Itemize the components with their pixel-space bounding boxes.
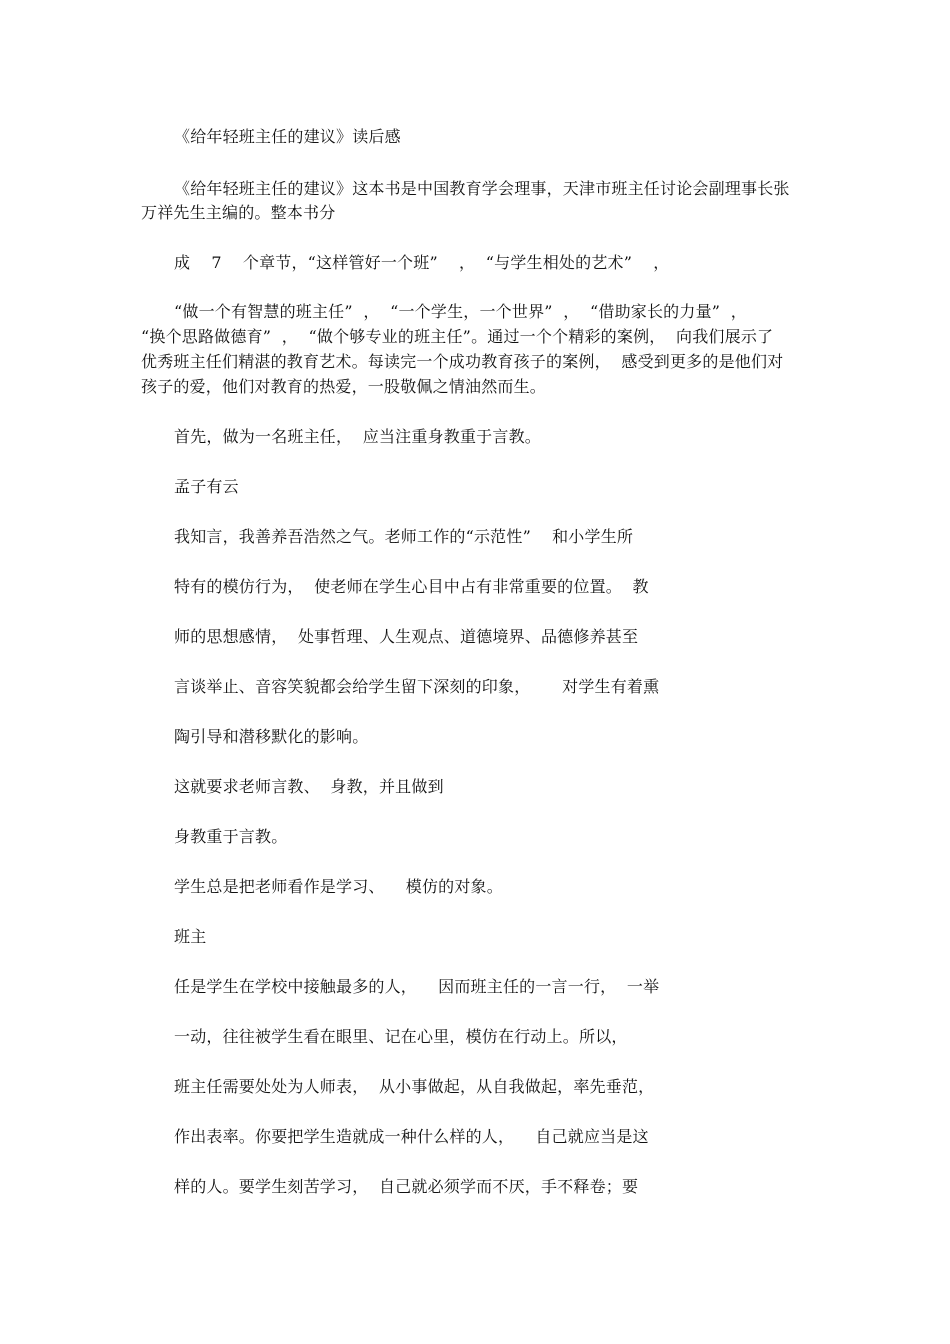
paragraph-line: “换个思路做德育” ， “做个够专业的班主任”。通过一个个精彩的案例， 向我们展示了	[141, 327, 774, 346]
paragraph-line: 身教重于言教。	[174, 827, 288, 846]
paragraph-line: 言谈举止、音容笑貌都会给学生留下深刻的印象， 对学生有着熏	[174, 677, 660, 696]
paragraph-line: 孩子的爱，他们对教育的热爱，一股敬佩之情油然而生。	[141, 377, 547, 396]
paragraph-line: 师的思想感情， 处事哲理、人生观点、道德境界、品德修养甚至	[174, 627, 639, 646]
paragraph-line: 首先，做为一名班主任， 应当注重身教重于言教。	[174, 427, 541, 446]
paragraph-line: 特有的模仿行为， 使老师在学生心目中占有非常重要的位置。 教	[174, 577, 649, 596]
paragraph-line: 《给年轻班主任的建议》这本书是中国教育学会理事，天津市班主任讨论会副理事长张	[174, 179, 790, 198]
paragraph-line: 样的人。要学生刻苦学习， 自己就必须学而不厌，手不释卷；要	[174, 1177, 639, 1196]
paragraph-line: 班主任需要处处为人师表， 从小事做起，从自我做起，率先垂范，	[174, 1077, 655, 1096]
paragraph-line: 万祥先生主编的。整本书分	[141, 203, 336, 222]
paragraph-line: 我知言，我善养吾浩然之气。老师工作的“示范性” 和小学生所	[174, 527, 634, 546]
paragraph-line: 任是学生在学校中接触最多的人， 因而班主任的一言一行， 一举	[174, 977, 660, 996]
paragraph-line: 作出表率。你要把学生造就成一种什么样的人， 自己就应当是这	[174, 1127, 649, 1146]
paragraph-line: 成 7 个章节，“这样管好一个班” ， “与学生相处的艺术” ，	[174, 253, 670, 272]
paragraph-line: 学生总是把老师看作是学习、 模仿的对象。	[174, 877, 503, 896]
paragraph-line: “做一个有智慧的班主任” ， “一个学生，一个世界” ， “借助家长的力量” ，	[174, 302, 747, 321]
document-title: 《给年轻班主任的建议》读后感	[174, 127, 401, 146]
paragraph-line: 班主	[174, 927, 207, 946]
paragraph-line: 这就要求老师言教、 身教，并且做到	[174, 777, 444, 796]
paragraph-line: 一动，往往被学生看在眼里、记在心里，模仿在行动上。所以，	[174, 1027, 628, 1046]
paragraph-line: 优秀班主任们精湛的教育艺术。每读完一个成功教育孩子的案例， 感受到更多的是他们对	[141, 352, 784, 371]
paragraph-line: 孟子有云	[174, 477, 239, 496]
paragraph-line: 陶引导和潜移默化的影响。	[174, 727, 369, 746]
